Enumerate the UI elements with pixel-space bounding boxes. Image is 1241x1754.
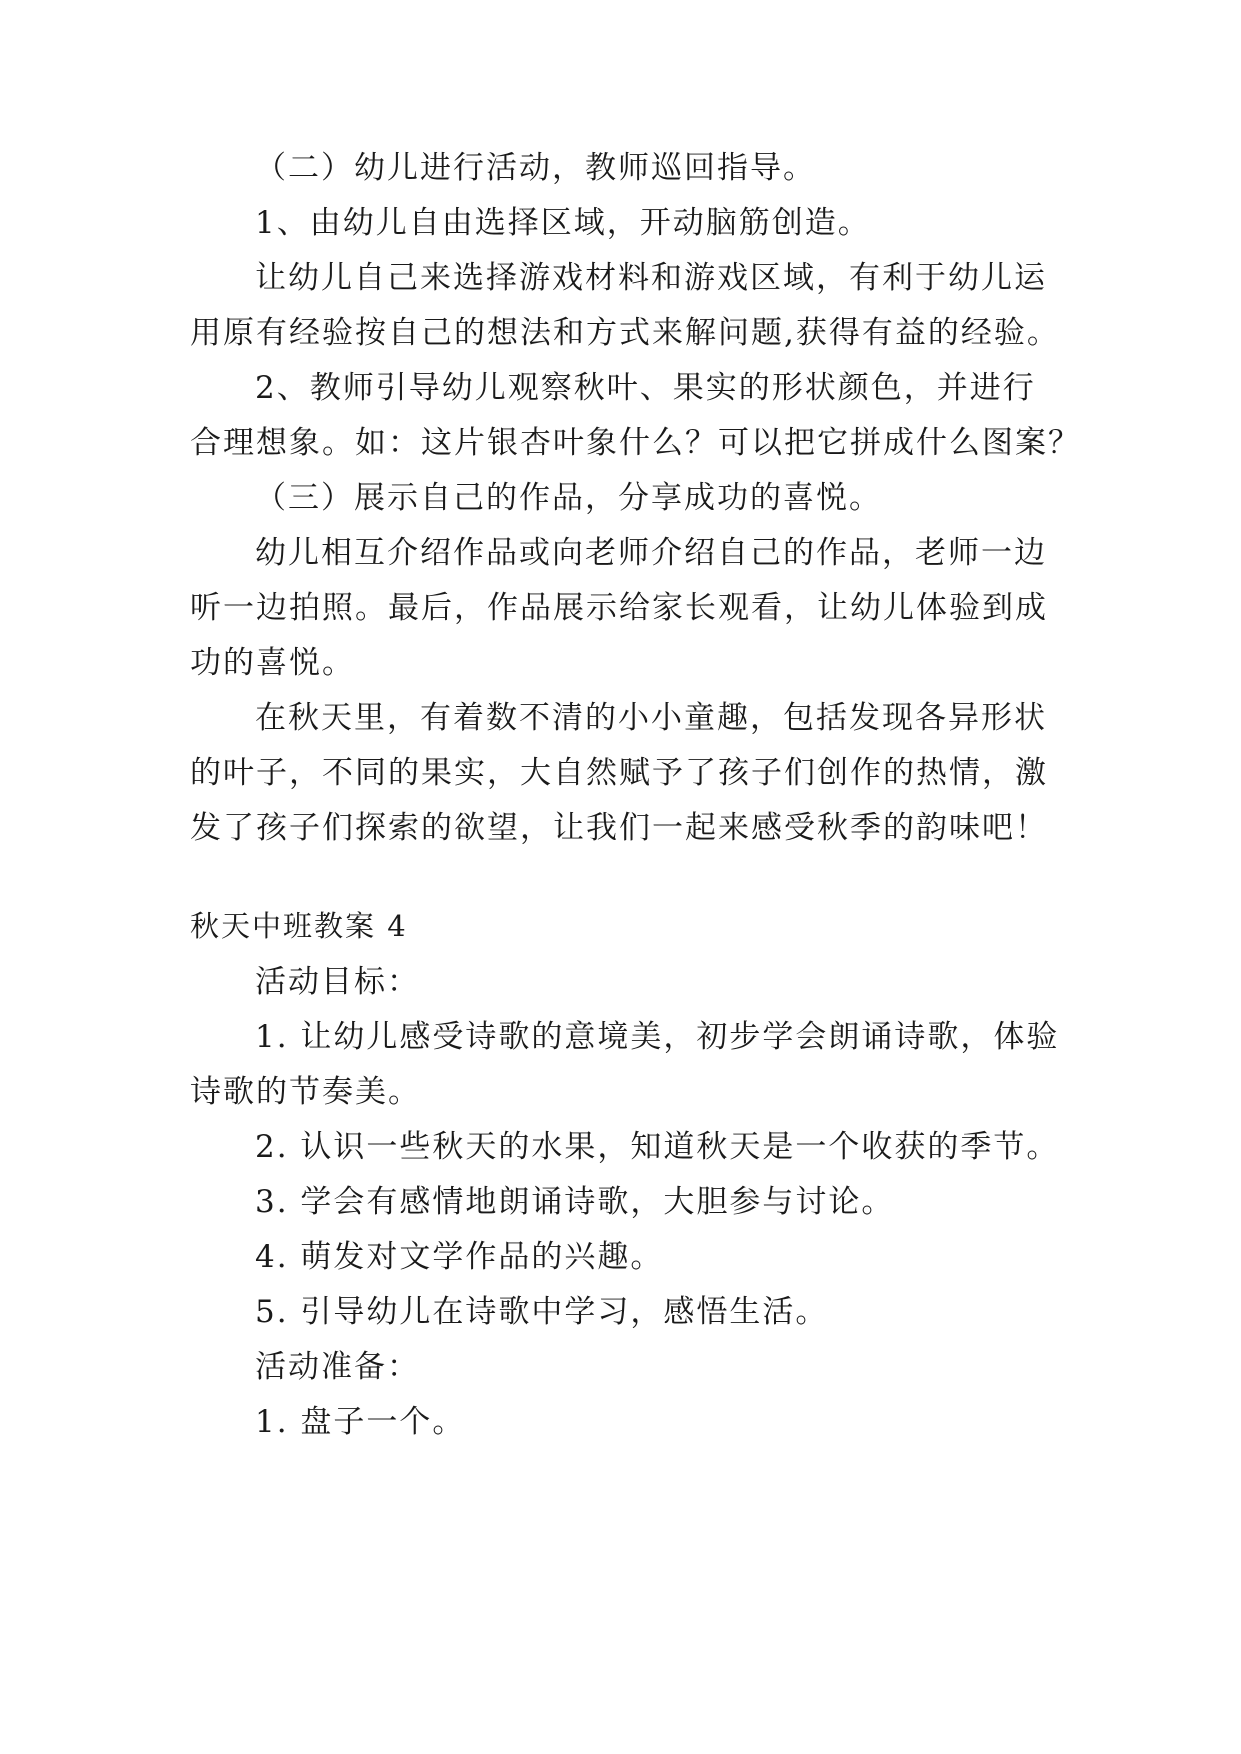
text-line: 1、由幼儿自由选择区域，开动脑筋创造。 <box>255 205 871 241</box>
text-line: 用原有经验按自己的想法和方式来解问题,获得有益的经验。 <box>190 315 1060 351</box>
text-line: 1. 让幼儿感受诗歌的意境美，初步学会朗诵诗歌，体验 <box>255 1019 1060 1055</box>
text-line: 1. 盘子一个。 <box>255 1404 466 1440</box>
text-line: 3. 学会有感情地朗诵诗歌，大胆参与讨论。 <box>255 1184 895 1220</box>
text-line: 功的喜悦。 <box>190 645 355 681</box>
text-line: 5. 引导幼儿在诗歌中学习，感悟生活。 <box>255 1294 829 1330</box>
text-line: 让幼儿自己来选择游戏材料和游戏区域，有利于幼儿运 <box>255 260 1047 296</box>
text-line: 听一边拍照。最后，作品展示给家长观看，让幼儿体验到成 <box>190 590 1048 626</box>
text-line: 2、教师引导幼儿观察秋叶、果实的形状颜色，并进行 <box>255 370 1036 406</box>
text-line: 在秋天里，有着数不清的小小童趣，包括发现各异形状 <box>255 700 1047 736</box>
text-line: 2. 认识一些秋天的水果，知道秋天是一个收获的季节。 <box>255 1129 1060 1165</box>
text-line: 发了孩子们探索的欲望，让我们一起来感受秋季的韵味吧！ <box>190 810 1048 846</box>
section-title: 秋天中班教案 4 <box>190 909 408 943</box>
text-line: 的叶子，不同的果实，大自然赋予了孩子们创作的热情，激 <box>190 755 1048 791</box>
text-line: 活动准备： <box>255 1349 420 1385</box>
text-line: 合理想象。如：这片银杏叶象什么？可以把它拼成什么图案？ <box>190 425 1081 461</box>
text-line: （三）展示自己的作品，分享成功的喜悦。 <box>255 480 882 516</box>
text-line: 幼儿相互介绍作品或向老师介绍自己的作品，老师一边 <box>255 535 1047 571</box>
text-line: （二）幼儿进行活动，教师巡回指导。 <box>255 150 816 186</box>
text-line: 活动目标： <box>255 964 420 1000</box>
text-line: 4. 萌发对文学作品的兴趣。 <box>255 1239 664 1275</box>
text-line: 诗歌的节奏美。 <box>190 1074 421 1110</box>
